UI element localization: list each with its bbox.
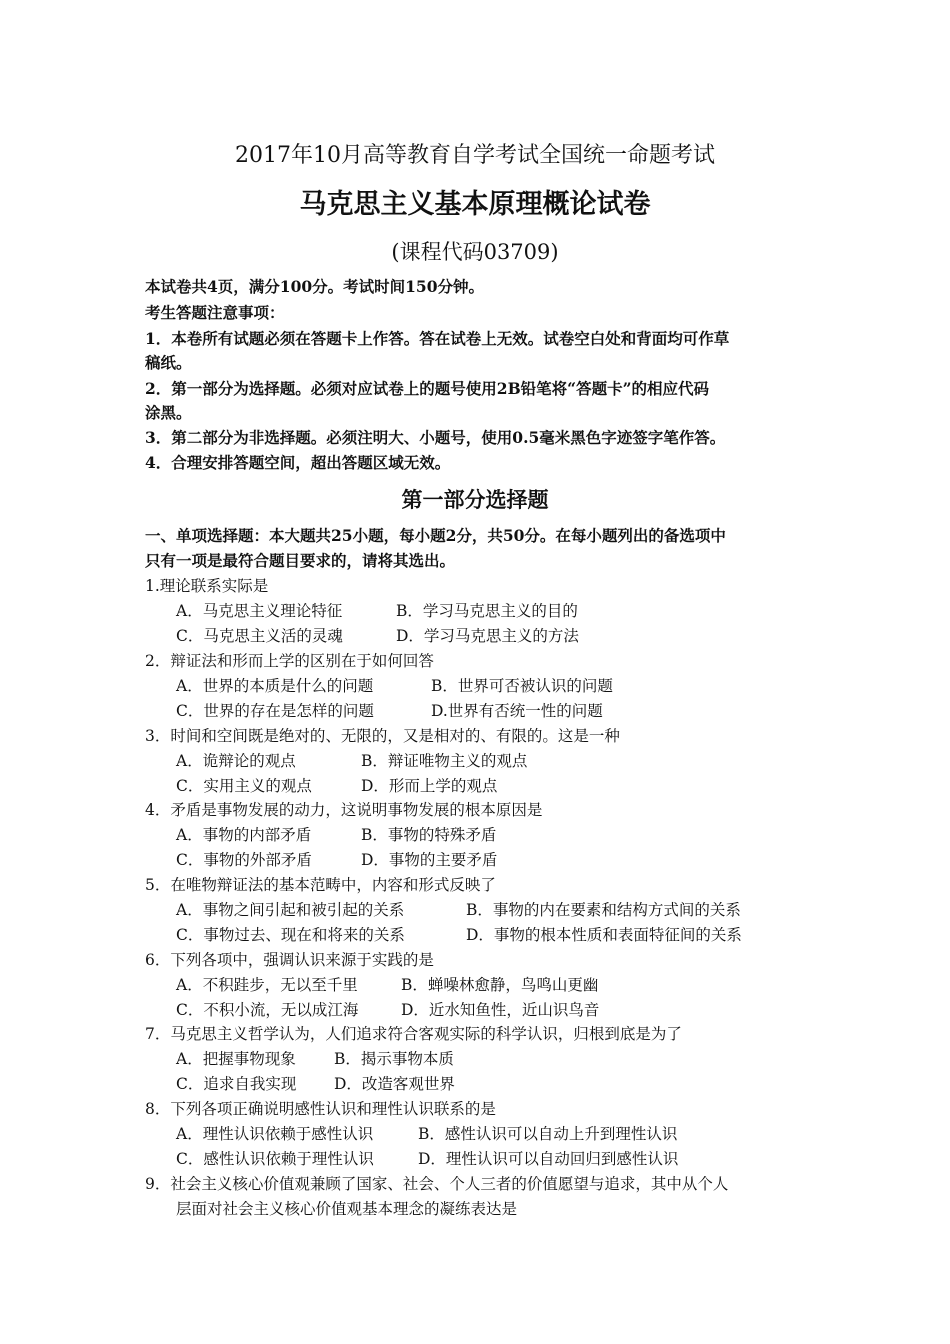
question-1-option-b: B．学习马克思主义的目的 — [396, 602, 578, 620]
question-3-option-b: B．辩证唯物主义的观点 — [361, 752, 528, 770]
question-3-option-d: D．形而上学的观点 — [361, 777, 498, 795]
question-9-stem: 9．社会主义核心价值观兼顾了国家、社会、个人三者的价值愿望与追求，其中从个人 — [145, 1175, 729, 1193]
question-2-option-b: B．世界可否被认识的问题 — [431, 677, 613, 695]
question-5-option-a: A．事物之间引起和被引起的关系 — [176, 901, 405, 919]
notes-heading: 考生答题注意事项： — [145, 303, 285, 322]
note-3: 3．第二部分为非选择题。必须注明大、小题号，使用0.5毫米黑色字迹签字笔作答。 — [145, 428, 726, 447]
question-3-stem: 3．时间和空间既是绝对的、无限的，又是相对的、有限的。这是一种 — [145, 727, 620, 745]
question-7-stem: 7．马克思主义哲学认为，人们追求符合客观实际的科学认识，归根到底是为了 — [145, 1025, 682, 1043]
question-6-option-d: D．近水知鱼性，近山识鸟音 — [401, 1001, 600, 1019]
question-9-stem-continued: 层面对社会主义核心价值观基本理念的凝练表达是 — [176, 1200, 518, 1218]
exam-title: 2017年10月高等教育自学考试全国统一命题考试 — [235, 143, 715, 168]
section-instructions-line-2: 只有一项是最符合题目要求的，请将其选出。 — [145, 551, 456, 570]
question-8-option-a: A．理性认识依赖于感性认识 — [176, 1125, 374, 1143]
part-1-title: 第一部分选择题 — [401, 487, 549, 512]
question-4-option-c: C．事物的外部矛盾 — [176, 851, 312, 869]
question-7-option-a: A．把握事物现象 — [176, 1050, 296, 1068]
question-8-option-b: B．感性认识可以自动上升到理性认识 — [418, 1125, 678, 1143]
question-3-option-a: A．诡辩论的观点 — [176, 752, 296, 770]
question-5-option-c: C．事物过去、现在和将来的关系 — [176, 926, 405, 944]
question-4-option-a: A．事物的内部矛盾 — [176, 826, 312, 844]
exam-summary: 本试卷共4页，满分100分。考试时间150分钟。 — [145, 277, 484, 296]
question-7-option-c: C．追求自我实现 — [176, 1075, 297, 1093]
course-code: (课程代码03709) — [391, 240, 559, 264]
question-5-option-d: D．事物的根本性质和表面特征间的关系 — [466, 926, 742, 944]
question-6-option-c: C．不积小流，无以成江海 — [176, 1001, 359, 1019]
note-4: 4．合理安排答题空间，超出答题区域无效。 — [145, 453, 451, 472]
question-2-option-a: A．世界的本质是什么的问题 — [176, 677, 374, 695]
note-1-line-1: 1．本卷所有试题必须在答题卡上作答。答在试卷上无效。试卷空白处和背面均可作草 — [145, 329, 730, 348]
section-instructions-line-1: 一、单项选择题：本大题共25小题，每小题2分，共50分。在每小题列出的备选项中 — [145, 526, 726, 545]
question-7-option-d: D．改造客观世界 — [334, 1075, 455, 1093]
question-1-option-d: D．学习马克思主义的方法 — [396, 627, 579, 645]
note-1-line-2: 稿纸。 — [145, 353, 192, 372]
question-1-option-a: A．马克思主义理论特征 — [176, 602, 343, 620]
question-4-stem: 4．矛盾是事物发展的动力，这说明事物发展的根本原因是 — [145, 801, 543, 819]
question-2-option-c: C．世界的存在是怎样的问题 — [176, 702, 374, 720]
question-1-stem: 1.理论联系实际是 — [145, 577, 269, 595]
question-4-option-b: B．事物的特殊矛盾 — [361, 826, 497, 844]
question-2-option-d: D.世界有否统一性的问题 — [431, 702, 603, 720]
note-2-line-1: 2．第一部分为选择题。必须对应试卷上的题号使用2B铅笔将“答题卡”的相应代码 — [145, 379, 710, 398]
question-6-option-b: B．蝉噪林愈静，鸟鸣山更幽 — [401, 976, 599, 994]
question-4-option-d: D．事物的主要矛盾 — [361, 851, 498, 869]
question-8-option-d: D．理性认识可以自动回归到感性认识 — [418, 1150, 679, 1168]
question-1-option-c: C．马克思主义活的灵魂 — [176, 627, 343, 645]
question-6-option-a: A．不积跬步，无以至千里 — [176, 976, 358, 994]
question-6-stem: 6．下列各项中，强调认识来源于实践的是 — [145, 951, 434, 969]
question-8-stem: 8．下列各项正确说明感性认识和理性认识联系的是 — [145, 1100, 496, 1118]
note-2-line-2: 涂黑。 — [145, 403, 192, 422]
question-8-option-c: C．感性认识依赖于理性认识 — [176, 1150, 374, 1168]
question-5-stem: 5．在唯物辩证法的基本范畴中，内容和形式反映了 — [145, 876, 496, 894]
paper-title: 马克思主义基本原理概论试卷 — [299, 189, 651, 220]
question-5-option-b: B．事物的内在要素和结构方式间的关系 — [466, 901, 741, 919]
question-3-option-c: C．实用主义的观点 — [176, 777, 312, 795]
question-2-stem: 2．辩证法和形而上学的区别在于如何回答 — [145, 652, 434, 670]
question-7-option-b: B．揭示事物本质 — [334, 1050, 454, 1068]
